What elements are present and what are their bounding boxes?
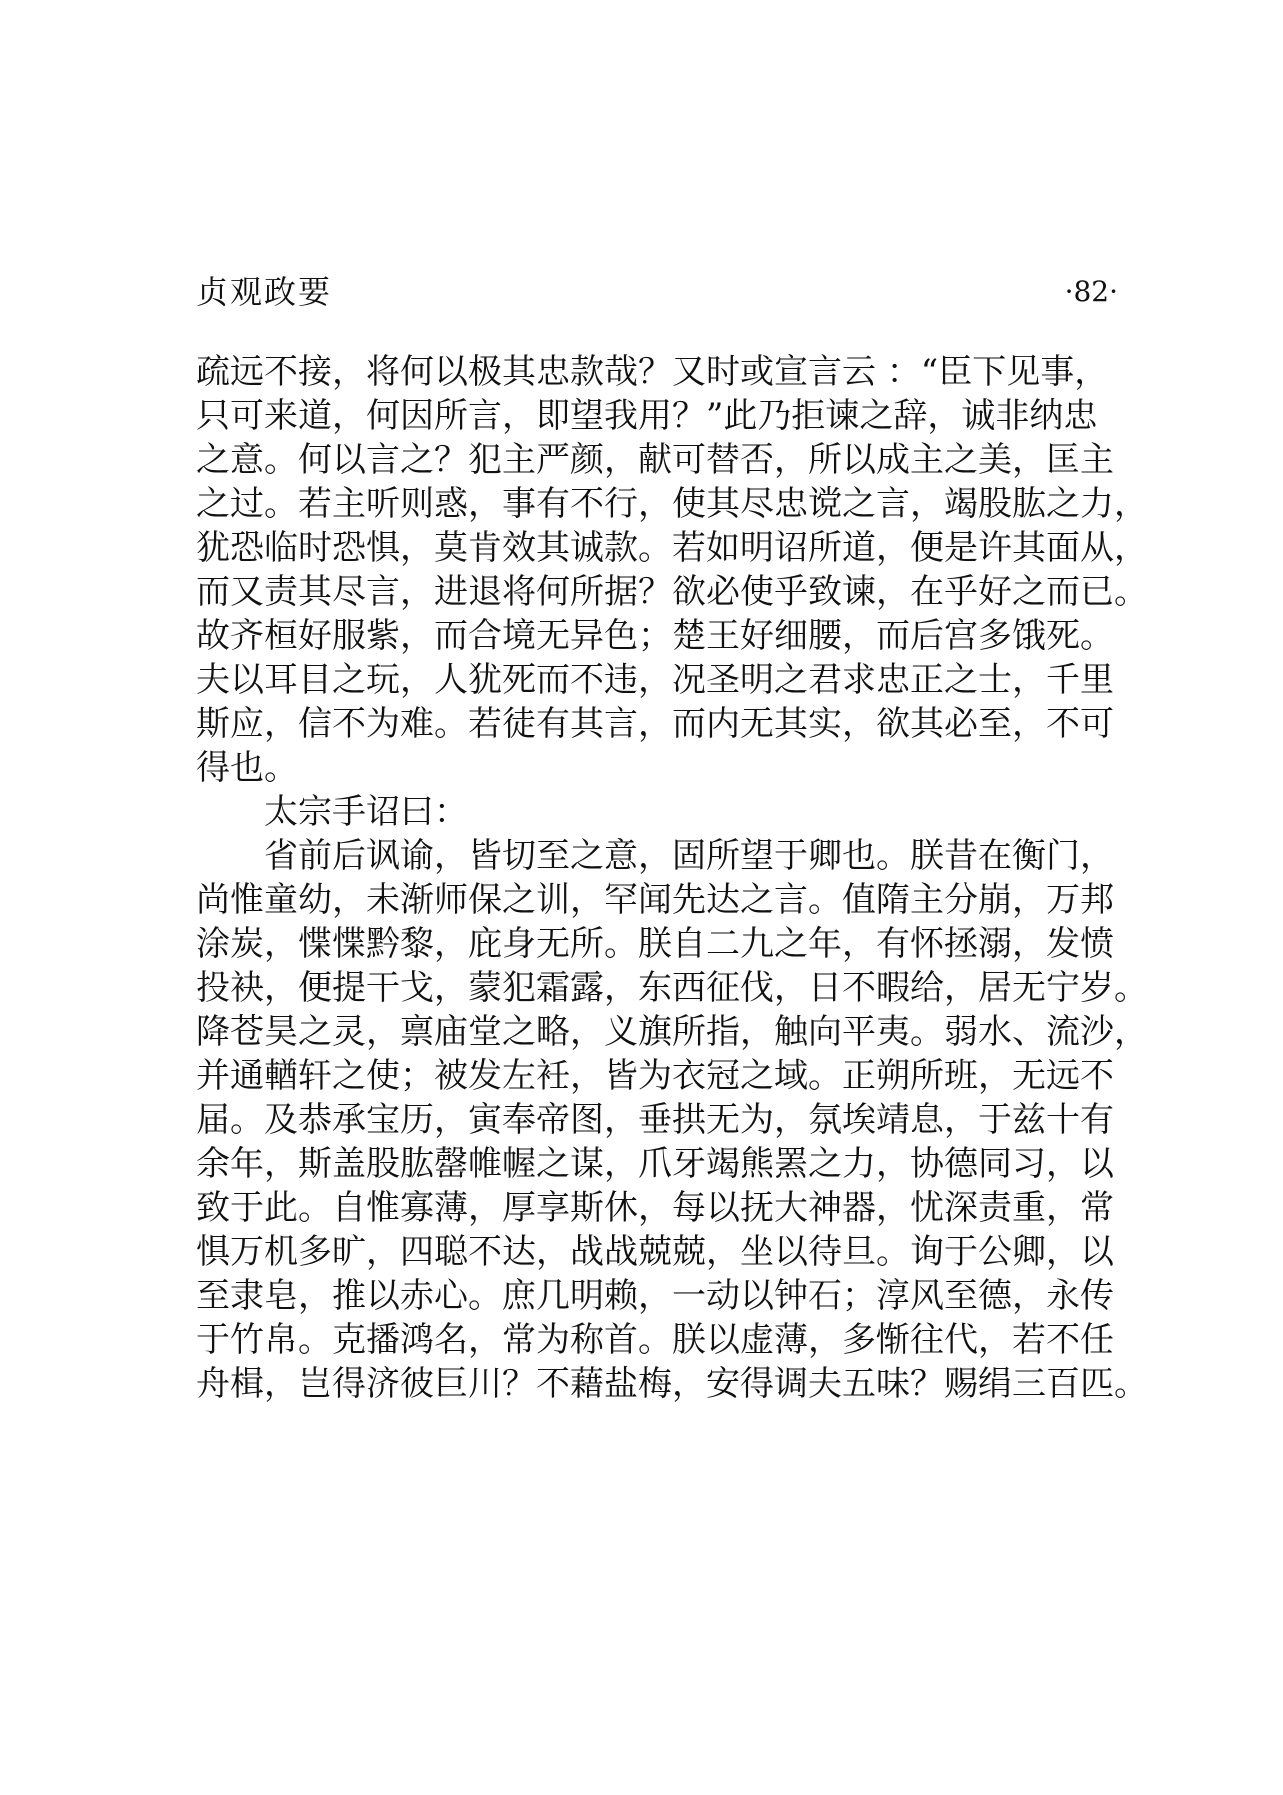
- text-line: 夫以耳目之玩，人犹死而不违，况圣明之君求忠正之士，千里: [196, 660, 1114, 700]
- text-line: 于竹帛。克播鸿名，常为称首。朕以虚薄，多惭往代，若不任: [196, 1320, 1114, 1360]
- body-text: [196, 350, 1148, 1406]
- text-line: 只可来道，何因所言，即望我用？”此乃拒谏之辞，诚非纳忠: [196, 396, 1098, 436]
- text-line: 故齐桓好服紫，而合境无异色；楚王好细腰，而后宫多饿死。: [196, 616, 1114, 656]
- text-line: 尚惟童幼，未渐师保之训，罕闻先达之言。值隋主分崩，万邦: [196, 880, 1114, 920]
- text-line: 犹恐临时恐惧，莫肯效其诚款。若如明诏所道，便是许其面从，: [196, 528, 1148, 568]
- text-line: 致于此。自惟寡薄，厚享斯休，每以抚大神器，忧深责重，常: [196, 1188, 1114, 1228]
- edict-heading: 太宗手诏曰：: [264, 792, 468, 832]
- text-line: 斯应，信不为难。若徒有其言，而内无其实，欲其必至，不可: [196, 704, 1114, 744]
- text-line: 并通輶轩之使；被发左衽，皆为衣冠之域。正朔所班，无远不: [196, 1056, 1114, 1096]
- text-line: 舟楫，岂得济彼巨川？不藉盐梅，安得调夫五味？赐绢三百匹。: [196, 1364, 1148, 1404]
- text-line: 疏远不接，将何以极其忠款哉？又时或宣言云 ：“臣下见事，: [196, 352, 1109, 392]
- text-line: 至隶皂，推以赤心。庶几明赖，一动以钟石；淳风至德，永传: [196, 1276, 1114, 1316]
- page-number: ·82·: [1064, 275, 1118, 308]
- text-line: 降苍昊之灵，禀庙堂之略，义旗所指，触向平夷。弱水、流沙，: [196, 1012, 1148, 1052]
- text-line: 届。及恭承宝历，寅奉帝图，垂拱无为，氛埃靖息，于兹十有: [196, 1100, 1114, 1140]
- text-line: 惧万机多旷，四聪不达，战战兢兢，坐以待旦。询于公卿，以: [196, 1232, 1114, 1272]
- text-line: 投袂，便提干戈，蒙犯霜露，东西征伐，日不暇给，居无宁岁。: [196, 968, 1148, 1008]
- text-line: 之意。何以言之？犯主严颜，献可替否，所以成主之美，匡主: [196, 440, 1114, 480]
- text-line: 省前后讽谕，皆切至之意，固所望于卿也。朕昔在衡门，: [264, 836, 1114, 876]
- running-header: [196, 268, 1118, 316]
- text-line: 而又责其尽言，进退将何所据？欲必使乎致谏，在乎好之而已。: [196, 572, 1148, 612]
- text-line: 之过。若主听则惑，事有不行，使其尽忠谠之言，竭股肱之力，: [196, 484, 1148, 524]
- book-title: 贞观政要: [196, 273, 333, 311]
- text-line: 涂炭，惵惵黔黎，庇身无所。朕自二九之年，有怀拯溺，发愤: [196, 924, 1114, 964]
- text-line: 得也。: [196, 748, 298, 788]
- text-line: 余年，斯盖股肱罄帷幄之谋，爪牙竭熊罴之力，协德同习，以: [196, 1144, 1114, 1184]
